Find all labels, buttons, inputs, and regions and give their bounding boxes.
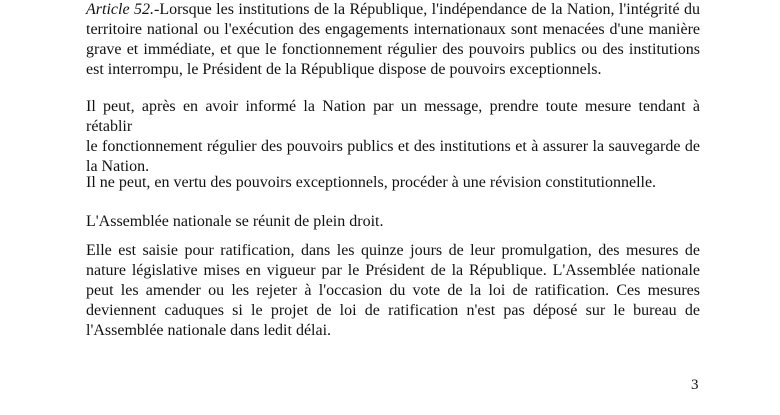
paragraph-5-line-1: Elle est saisie pour ratification, dans les quinze jours de leur promulgation, des mesures de	[86, 242, 700, 259]
paragraph-2-line-3: la Nation.	[86, 158, 150, 175]
constitutional-revision-paragraph	[86, 173, 700, 193]
assembly-meeting-paragraph	[86, 212, 700, 232]
article-52-line-1	[86, 0, 700, 20]
nation-message-paragraph	[86, 97, 700, 177]
paragraph-5-line-4: deviennent caduques si le projet de loi de ratification n'est pas déposé sur le bureau de	[86, 302, 700, 319]
paragraph-5-line-5: l'Assemblée nationale dans ledit délai.	[86, 322, 332, 339]
article-label: Article 52.	[86, 1, 154, 18]
paragraph-2-line-1: Il peut, après en avoir informé la Nation par un message, prendre toute mesure tendant à rétablir	[86, 98, 700, 135]
paragraph-5-line-3: peut les amender ou les rejeter à l'occasion du vote de la loi de ratification. Ces mesures	[86, 282, 700, 299]
article-52-first-line-text: -Lorsque les institutions de la République, l'indépendance de la Nation, l'intégrité du	[153, 1, 700, 18]
paragraph-5-line-2: nature législative mises en vigueur par le Président de la République. L'Assemblée nationale	[86, 262, 700, 279]
article-52-line-2: territoire national ou l'exécution des engagements internationaux sont menacées d'une manière	[86, 21, 700, 38]
article-52-line-3: grave et immédiate, et que le fonctionnement régulier des pouvoirs publics ou des institutions	[86, 41, 700, 58]
article-52-line-4: est interrompu, le Président de la République dispose de pouvoirs exceptionnels.	[86, 61, 602, 78]
article-52-paragraph	[86, 0, 700, 80]
ratification-paragraph	[86, 241, 700, 341]
paragraph-2-line-2: le fonctionnement régulier des pouvoirs publics et des institutions et à assurer la sauvegarde de	[86, 138, 700, 155]
paragraph-4-line-1: L'Assemblée nationale se réunit de plein droit.	[86, 213, 384, 230]
paragraph-3-line-1: Il ne peut, en vertu des pouvoirs exceptionnels, procéder à une révision constitutionnelle.	[86, 174, 657, 191]
page-number: 3	[691, 377, 699, 393]
